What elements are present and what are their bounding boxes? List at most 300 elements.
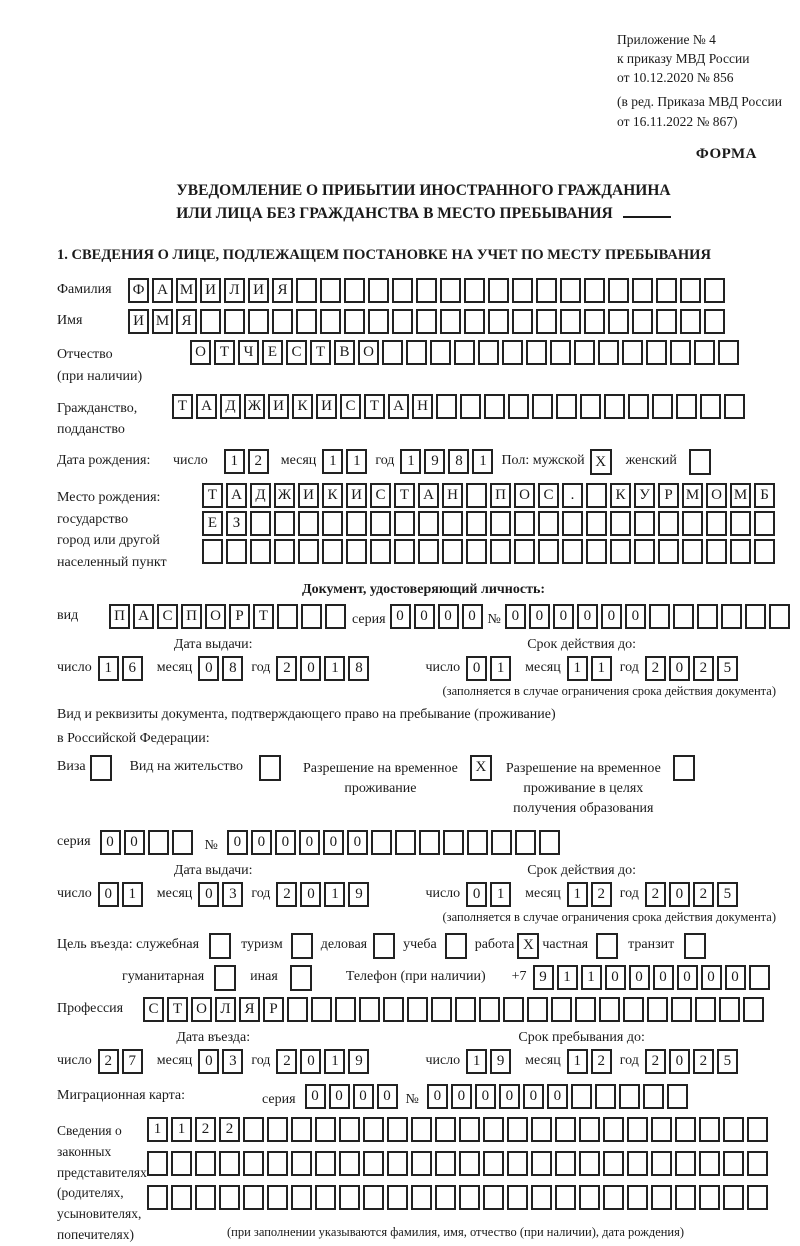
char-cell[interactable]: 1 bbox=[147, 1117, 168, 1142]
char-cell[interactable]: 0 bbox=[124, 830, 145, 855]
char-cell[interactable] bbox=[392, 278, 413, 303]
char-cell[interactable] bbox=[623, 997, 644, 1022]
char-cell[interactable]: 0 bbox=[353, 1084, 374, 1109]
char-cell[interactable]: 1 bbox=[490, 882, 511, 907]
char-cell[interactable] bbox=[658, 511, 679, 536]
char-cell[interactable] bbox=[363, 1117, 384, 1142]
char-cell[interactable] bbox=[527, 997, 548, 1022]
char-cell[interactable] bbox=[532, 394, 553, 419]
char-cell[interactable]: 0 bbox=[701, 965, 722, 990]
char-cell[interactable]: 1 bbox=[490, 656, 511, 681]
char-cell[interactable] bbox=[418, 511, 439, 536]
char-cell[interactable] bbox=[514, 539, 535, 564]
char-cell[interactable] bbox=[749, 965, 770, 990]
char-cell[interactable]: О bbox=[706, 483, 727, 508]
char-cell[interactable] bbox=[514, 511, 535, 536]
char-cell[interactable]: Ж bbox=[244, 394, 265, 419]
char-cell[interactable] bbox=[556, 394, 577, 419]
char-cell[interactable] bbox=[539, 830, 560, 855]
char-cell[interactable]: 0 bbox=[98, 882, 119, 907]
char-cell[interactable]: 1 bbox=[567, 1049, 588, 1074]
char-cell[interactable]: 2 bbox=[591, 882, 612, 907]
char-cell[interactable] bbox=[603, 1151, 624, 1176]
char-cell[interactable] bbox=[560, 309, 581, 334]
char-cell[interactable] bbox=[718, 340, 739, 365]
char-cell[interactable]: 1 bbox=[557, 965, 578, 990]
char-cell[interactable] bbox=[455, 997, 476, 1022]
char-cell[interactable]: 8 bbox=[448, 449, 469, 474]
char-cell[interactable]: 2 bbox=[645, 882, 666, 907]
char-cell[interactable] bbox=[387, 1151, 408, 1176]
char-cell[interactable]: Т bbox=[364, 394, 385, 419]
char-cell[interactable] bbox=[536, 309, 557, 334]
char-cell[interactable]: 0 bbox=[577, 604, 598, 629]
char-cell[interactable]: И bbox=[268, 394, 289, 419]
char-cell[interactable]: О bbox=[514, 483, 535, 508]
char-cell[interactable] bbox=[695, 997, 716, 1022]
char-cell[interactable] bbox=[555, 1117, 576, 1142]
char-cell[interactable]: З bbox=[226, 511, 247, 536]
char-cell[interactable] bbox=[632, 278, 653, 303]
char-cell[interactable]: 0 bbox=[438, 604, 459, 629]
char-cell[interactable]: О bbox=[205, 604, 226, 629]
char-cell[interactable] bbox=[706, 539, 727, 564]
char-cell[interactable] bbox=[272, 309, 293, 334]
char-cell[interactable]: Р bbox=[263, 997, 284, 1022]
char-cell[interactable] bbox=[394, 511, 415, 536]
char-cell[interactable] bbox=[435, 1185, 456, 1210]
char-cell[interactable] bbox=[675, 1151, 696, 1176]
char-cell[interactable]: 1 bbox=[567, 656, 588, 681]
char-cell[interactable]: Д bbox=[250, 483, 271, 508]
char-cell[interactable] bbox=[454, 340, 475, 365]
char-cell[interactable]: 9 bbox=[424, 449, 445, 474]
char-cell[interactable] bbox=[503, 997, 524, 1022]
char-cell[interactable]: А bbox=[152, 278, 173, 303]
char-cell[interactable]: С bbox=[157, 604, 178, 629]
char-cell[interactable]: 0 bbox=[529, 604, 550, 629]
char-cell[interactable]: 0 bbox=[100, 830, 121, 855]
char-cell[interactable] bbox=[512, 309, 533, 334]
char-cell[interactable] bbox=[721, 604, 742, 629]
visa-checkbox[interactable] bbox=[90, 755, 112, 781]
char-cell[interactable]: Ж bbox=[274, 483, 295, 508]
char-cell[interactable]: 0 bbox=[553, 604, 574, 629]
char-cell[interactable] bbox=[490, 511, 511, 536]
char-cell[interactable]: 1 bbox=[472, 449, 493, 474]
char-cell[interactable]: А bbox=[133, 604, 154, 629]
char-cell[interactable] bbox=[267, 1185, 288, 1210]
purpose-work-checkbox[interactable]: X bbox=[517, 933, 539, 959]
char-cell[interactable]: 2 bbox=[693, 882, 714, 907]
char-cell[interactable] bbox=[680, 278, 701, 303]
char-cell[interactable]: 0 bbox=[669, 1049, 690, 1074]
char-cell[interactable]: 7 bbox=[122, 1049, 143, 1074]
char-cell[interactable]: Т bbox=[172, 394, 193, 419]
char-cell[interactable]: 1 bbox=[346, 449, 367, 474]
char-cell[interactable] bbox=[346, 539, 367, 564]
char-cell[interactable] bbox=[411, 1185, 432, 1210]
char-cell[interactable] bbox=[551, 997, 572, 1022]
char-cell[interactable]: Е bbox=[202, 511, 223, 536]
char-cell[interactable]: 0 bbox=[523, 1084, 544, 1109]
char-cell[interactable]: Т bbox=[310, 340, 331, 365]
char-cell[interactable] bbox=[488, 309, 509, 334]
char-cell[interactable] bbox=[291, 1151, 312, 1176]
char-cell[interactable] bbox=[243, 1151, 264, 1176]
char-cell[interactable] bbox=[747, 1117, 768, 1142]
char-cell[interactable] bbox=[382, 340, 403, 365]
char-cell[interactable]: П bbox=[109, 604, 130, 629]
char-cell[interactable] bbox=[656, 278, 677, 303]
char-cell[interactable] bbox=[419, 830, 440, 855]
char-cell[interactable]: Л bbox=[224, 278, 245, 303]
char-cell[interactable] bbox=[502, 340, 523, 365]
char-cell[interactable]: 0 bbox=[677, 965, 698, 990]
char-cell[interactable] bbox=[682, 511, 703, 536]
char-cell[interactable] bbox=[483, 1151, 504, 1176]
char-cell[interactable]: 0 bbox=[198, 882, 219, 907]
char-cell[interactable] bbox=[595, 1084, 616, 1109]
char-cell[interactable] bbox=[368, 278, 389, 303]
char-cell[interactable] bbox=[704, 278, 725, 303]
char-cell[interactable] bbox=[219, 1151, 240, 1176]
char-cell[interactable] bbox=[442, 511, 463, 536]
char-cell[interactable]: 1 bbox=[324, 882, 345, 907]
char-cell[interactable] bbox=[459, 1151, 480, 1176]
char-cell[interactable] bbox=[226, 539, 247, 564]
char-cell[interactable] bbox=[647, 997, 668, 1022]
char-cell[interactable] bbox=[610, 511, 631, 536]
char-cell[interactable] bbox=[697, 604, 718, 629]
char-cell[interactable] bbox=[550, 340, 571, 365]
char-cell[interactable]: А bbox=[388, 394, 409, 419]
char-cell[interactable]: 0 bbox=[251, 830, 272, 855]
char-cell[interactable] bbox=[699, 1117, 720, 1142]
char-cell[interactable] bbox=[363, 1151, 384, 1176]
purpose-other-checkbox[interactable] bbox=[290, 965, 312, 991]
char-cell[interactable] bbox=[673, 604, 694, 629]
char-cell[interactable]: 2 bbox=[248, 449, 269, 474]
char-cell[interactable] bbox=[651, 1151, 672, 1176]
char-cell[interactable] bbox=[296, 278, 317, 303]
char-cell[interactable] bbox=[622, 340, 643, 365]
char-cell[interactable]: С bbox=[143, 997, 164, 1022]
char-cell[interactable] bbox=[586, 539, 607, 564]
char-cell[interactable] bbox=[531, 1151, 552, 1176]
char-cell[interactable] bbox=[311, 997, 332, 1022]
char-cell[interactable] bbox=[459, 1185, 480, 1210]
char-cell[interactable] bbox=[387, 1185, 408, 1210]
char-cell[interactable] bbox=[586, 483, 607, 508]
char-cell[interactable]: С bbox=[340, 394, 361, 419]
char-cell[interactable] bbox=[147, 1151, 168, 1176]
char-cell[interactable]: Т bbox=[253, 604, 274, 629]
char-cell[interactable] bbox=[484, 394, 505, 419]
char-cell[interactable]: 5 bbox=[717, 1049, 738, 1074]
char-cell[interactable] bbox=[435, 1117, 456, 1142]
char-cell[interactable] bbox=[431, 997, 452, 1022]
char-cell[interactable]: О bbox=[190, 340, 211, 365]
char-cell[interactable] bbox=[531, 1117, 552, 1142]
purpose-tourism-checkbox[interactable] bbox=[291, 933, 313, 959]
char-cell[interactable] bbox=[512, 278, 533, 303]
char-cell[interactable]: 2 bbox=[98, 1049, 119, 1074]
char-cell[interactable]: Я bbox=[176, 309, 197, 334]
char-cell[interactable]: 1 bbox=[322, 449, 343, 474]
char-cell[interactable]: 1 bbox=[581, 965, 602, 990]
char-cell[interactable] bbox=[579, 1117, 600, 1142]
char-cell[interactable] bbox=[416, 278, 437, 303]
char-cell[interactable] bbox=[745, 604, 766, 629]
char-cell[interactable]: И bbox=[346, 483, 367, 508]
char-cell[interactable] bbox=[491, 830, 512, 855]
char-cell[interactable] bbox=[643, 1084, 664, 1109]
char-cell[interactable] bbox=[267, 1151, 288, 1176]
char-cell[interactable] bbox=[387, 1117, 408, 1142]
char-cell[interactable] bbox=[298, 511, 319, 536]
char-cell[interactable]: 8 bbox=[348, 656, 369, 681]
char-cell[interactable]: 2 bbox=[693, 656, 714, 681]
char-cell[interactable] bbox=[315, 1151, 336, 1176]
char-cell[interactable] bbox=[370, 539, 391, 564]
char-cell[interactable] bbox=[634, 539, 655, 564]
char-cell[interactable]: 0 bbox=[475, 1084, 496, 1109]
char-cell[interactable] bbox=[599, 997, 620, 1022]
char-cell[interactable]: 2 bbox=[645, 1049, 666, 1074]
char-cell[interactable]: 2 bbox=[276, 882, 297, 907]
char-cell[interactable] bbox=[195, 1185, 216, 1210]
char-cell[interactable] bbox=[440, 309, 461, 334]
char-cell[interactable]: 3 bbox=[222, 882, 243, 907]
char-cell[interactable] bbox=[171, 1151, 192, 1176]
char-cell[interactable] bbox=[274, 511, 295, 536]
char-cell[interactable]: 8 bbox=[222, 656, 243, 681]
char-cell[interactable] bbox=[723, 1185, 744, 1210]
edu-permit-checkbox[interactable] bbox=[673, 755, 695, 781]
char-cell[interactable] bbox=[416, 309, 437, 334]
char-cell[interactable]: И bbox=[316, 394, 337, 419]
gender-male-checkbox[interactable]: X bbox=[590, 449, 612, 475]
char-cell[interactable] bbox=[490, 539, 511, 564]
char-cell[interactable]: 6 bbox=[122, 656, 143, 681]
char-cell[interactable]: 0 bbox=[300, 1049, 321, 1074]
char-cell[interactable] bbox=[562, 539, 583, 564]
char-cell[interactable]: Н bbox=[412, 394, 433, 419]
char-cell[interactable]: 0 bbox=[329, 1084, 350, 1109]
char-cell[interactable]: 0 bbox=[390, 604, 411, 629]
char-cell[interactable] bbox=[363, 1185, 384, 1210]
char-cell[interactable] bbox=[460, 394, 481, 419]
char-cell[interactable]: 5 bbox=[717, 656, 738, 681]
char-cell[interactable] bbox=[202, 539, 223, 564]
char-cell[interactable] bbox=[719, 997, 740, 1022]
char-cell[interactable] bbox=[339, 1117, 360, 1142]
char-cell[interactable]: 0 bbox=[601, 604, 622, 629]
char-cell[interactable]: 0 bbox=[323, 830, 344, 855]
char-cell[interactable] bbox=[676, 394, 697, 419]
char-cell[interactable] bbox=[627, 1117, 648, 1142]
char-cell[interactable] bbox=[575, 997, 596, 1022]
char-cell[interactable]: 0 bbox=[198, 656, 219, 681]
char-cell[interactable] bbox=[368, 309, 389, 334]
char-cell[interactable] bbox=[395, 830, 416, 855]
char-cell[interactable]: И bbox=[298, 483, 319, 508]
char-cell[interactable] bbox=[315, 1117, 336, 1142]
char-cell[interactable]: 2 bbox=[693, 1049, 714, 1074]
char-cell[interactable] bbox=[277, 604, 298, 629]
char-cell[interactable]: И bbox=[128, 309, 149, 334]
char-cell[interactable] bbox=[747, 1185, 768, 1210]
char-cell[interactable] bbox=[627, 1185, 648, 1210]
char-cell[interactable] bbox=[435, 1151, 456, 1176]
char-cell[interactable] bbox=[723, 1117, 744, 1142]
char-cell[interactable] bbox=[646, 340, 667, 365]
char-cell[interactable]: Т bbox=[167, 997, 188, 1022]
temp-permit-checkbox[interactable]: X bbox=[470, 755, 492, 781]
char-cell[interactable] bbox=[315, 1185, 336, 1210]
char-cell[interactable]: А bbox=[196, 394, 217, 419]
char-cell[interactable] bbox=[296, 309, 317, 334]
char-cell[interactable] bbox=[171, 1185, 192, 1210]
char-cell[interactable]: 0 bbox=[299, 830, 320, 855]
char-cell[interactable]: 1 bbox=[400, 449, 421, 474]
char-cell[interactable] bbox=[483, 1185, 504, 1210]
char-cell[interactable] bbox=[418, 539, 439, 564]
char-cell[interactable] bbox=[507, 1185, 528, 1210]
purpose-private-checkbox[interactable] bbox=[596, 933, 618, 959]
char-cell[interactable]: А bbox=[418, 483, 439, 508]
char-cell[interactable]: 3 bbox=[222, 1049, 243, 1074]
char-cell[interactable] bbox=[346, 511, 367, 536]
char-cell[interactable] bbox=[682, 539, 703, 564]
char-cell[interactable] bbox=[555, 1185, 576, 1210]
char-cell[interactable]: Ф bbox=[128, 278, 149, 303]
char-cell[interactable] bbox=[394, 539, 415, 564]
char-cell[interactable]: 0 bbox=[451, 1084, 472, 1109]
char-cell[interactable] bbox=[538, 511, 559, 536]
char-cell[interactable]: 9 bbox=[348, 882, 369, 907]
char-cell[interactable] bbox=[571, 1084, 592, 1109]
char-cell[interactable]: 9 bbox=[533, 965, 554, 990]
char-cell[interactable] bbox=[649, 604, 670, 629]
char-cell[interactable] bbox=[488, 278, 509, 303]
char-cell[interactable]: 0 bbox=[305, 1084, 326, 1109]
char-cell[interactable] bbox=[325, 604, 346, 629]
char-cell[interactable]: Р bbox=[229, 604, 250, 629]
char-cell[interactable]: Л bbox=[215, 997, 236, 1022]
char-cell[interactable] bbox=[459, 1117, 480, 1142]
char-cell[interactable] bbox=[274, 539, 295, 564]
char-cell[interactable] bbox=[407, 997, 428, 1022]
char-cell[interactable] bbox=[754, 539, 775, 564]
char-cell[interactable]: Р bbox=[658, 483, 679, 508]
char-cell[interactable] bbox=[224, 309, 245, 334]
char-cell[interactable]: П bbox=[490, 483, 511, 508]
char-cell[interactable] bbox=[652, 394, 673, 419]
char-cell[interactable]: 0 bbox=[629, 965, 650, 990]
char-cell[interactable]: Н bbox=[442, 483, 463, 508]
char-cell[interactable] bbox=[507, 1117, 528, 1142]
char-cell[interactable] bbox=[406, 340, 427, 365]
char-cell[interactable] bbox=[320, 278, 341, 303]
char-cell[interactable]: 0 bbox=[505, 604, 526, 629]
char-cell[interactable]: 0 bbox=[499, 1084, 520, 1109]
char-cell[interactable]: К bbox=[610, 483, 631, 508]
gender-female-checkbox[interactable] bbox=[689, 449, 711, 475]
char-cell[interactable]: 0 bbox=[466, 882, 487, 907]
char-cell[interactable] bbox=[538, 539, 559, 564]
char-cell[interactable]: 0 bbox=[669, 656, 690, 681]
purpose-business-checkbox[interactable] bbox=[373, 933, 395, 959]
char-cell[interactable] bbox=[730, 539, 751, 564]
char-cell[interactable]: 0 bbox=[466, 656, 487, 681]
char-cell[interactable] bbox=[383, 997, 404, 1022]
char-cell[interactable] bbox=[430, 340, 451, 365]
char-cell[interactable]: 2 bbox=[276, 656, 297, 681]
char-cell[interactable] bbox=[464, 278, 485, 303]
purpose-official-checkbox[interactable] bbox=[209, 933, 231, 959]
char-cell[interactable] bbox=[219, 1185, 240, 1210]
char-cell[interactable]: 1 bbox=[324, 1049, 345, 1074]
char-cell[interactable]: 1 bbox=[98, 656, 119, 681]
char-cell[interactable]: 0 bbox=[427, 1084, 448, 1109]
char-cell[interactable]: 1 bbox=[171, 1117, 192, 1142]
char-cell[interactable] bbox=[608, 309, 629, 334]
char-cell[interactable] bbox=[574, 340, 595, 365]
char-cell[interactable]: Т bbox=[202, 483, 223, 508]
char-cell[interactable]: 0 bbox=[669, 882, 690, 907]
char-cell[interactable]: 0 bbox=[605, 965, 626, 990]
char-cell[interactable] bbox=[580, 394, 601, 419]
char-cell[interactable] bbox=[603, 1117, 624, 1142]
char-cell[interactable]: 0 bbox=[198, 1049, 219, 1074]
char-cell[interactable] bbox=[466, 539, 487, 564]
char-cell[interactable] bbox=[536, 278, 557, 303]
char-cell[interactable] bbox=[670, 340, 691, 365]
char-cell[interactable]: 0 bbox=[227, 830, 248, 855]
char-cell[interactable] bbox=[483, 1117, 504, 1142]
char-cell[interactable] bbox=[671, 997, 692, 1022]
char-cell[interactable] bbox=[658, 539, 679, 564]
char-cell[interactable] bbox=[248, 309, 269, 334]
char-cell[interactable] bbox=[442, 539, 463, 564]
char-cell[interactable]: М bbox=[730, 483, 751, 508]
char-cell[interactable] bbox=[371, 830, 392, 855]
char-cell[interactable] bbox=[555, 1151, 576, 1176]
char-cell[interactable]: 2 bbox=[645, 656, 666, 681]
char-cell[interactable]: 9 bbox=[490, 1049, 511, 1074]
char-cell[interactable] bbox=[392, 309, 413, 334]
char-cell[interactable] bbox=[464, 309, 485, 334]
char-cell[interactable]: 0 bbox=[300, 656, 321, 681]
char-cell[interactable]: 0 bbox=[547, 1084, 568, 1109]
char-cell[interactable] bbox=[200, 309, 221, 334]
char-cell[interactable] bbox=[628, 394, 649, 419]
char-cell[interactable]: 2 bbox=[195, 1117, 216, 1142]
char-cell[interactable] bbox=[667, 1084, 688, 1109]
char-cell[interactable] bbox=[675, 1117, 696, 1142]
char-cell[interactable]: И bbox=[248, 278, 269, 303]
char-cell[interactable] bbox=[411, 1151, 432, 1176]
char-cell[interactable] bbox=[730, 511, 751, 536]
char-cell[interactable]: 5 bbox=[717, 882, 738, 907]
char-cell[interactable] bbox=[195, 1151, 216, 1176]
char-cell[interactable] bbox=[172, 830, 193, 855]
char-cell[interactable]: К bbox=[292, 394, 313, 419]
char-cell[interactable] bbox=[560, 278, 581, 303]
char-cell[interactable]: А bbox=[226, 483, 247, 508]
